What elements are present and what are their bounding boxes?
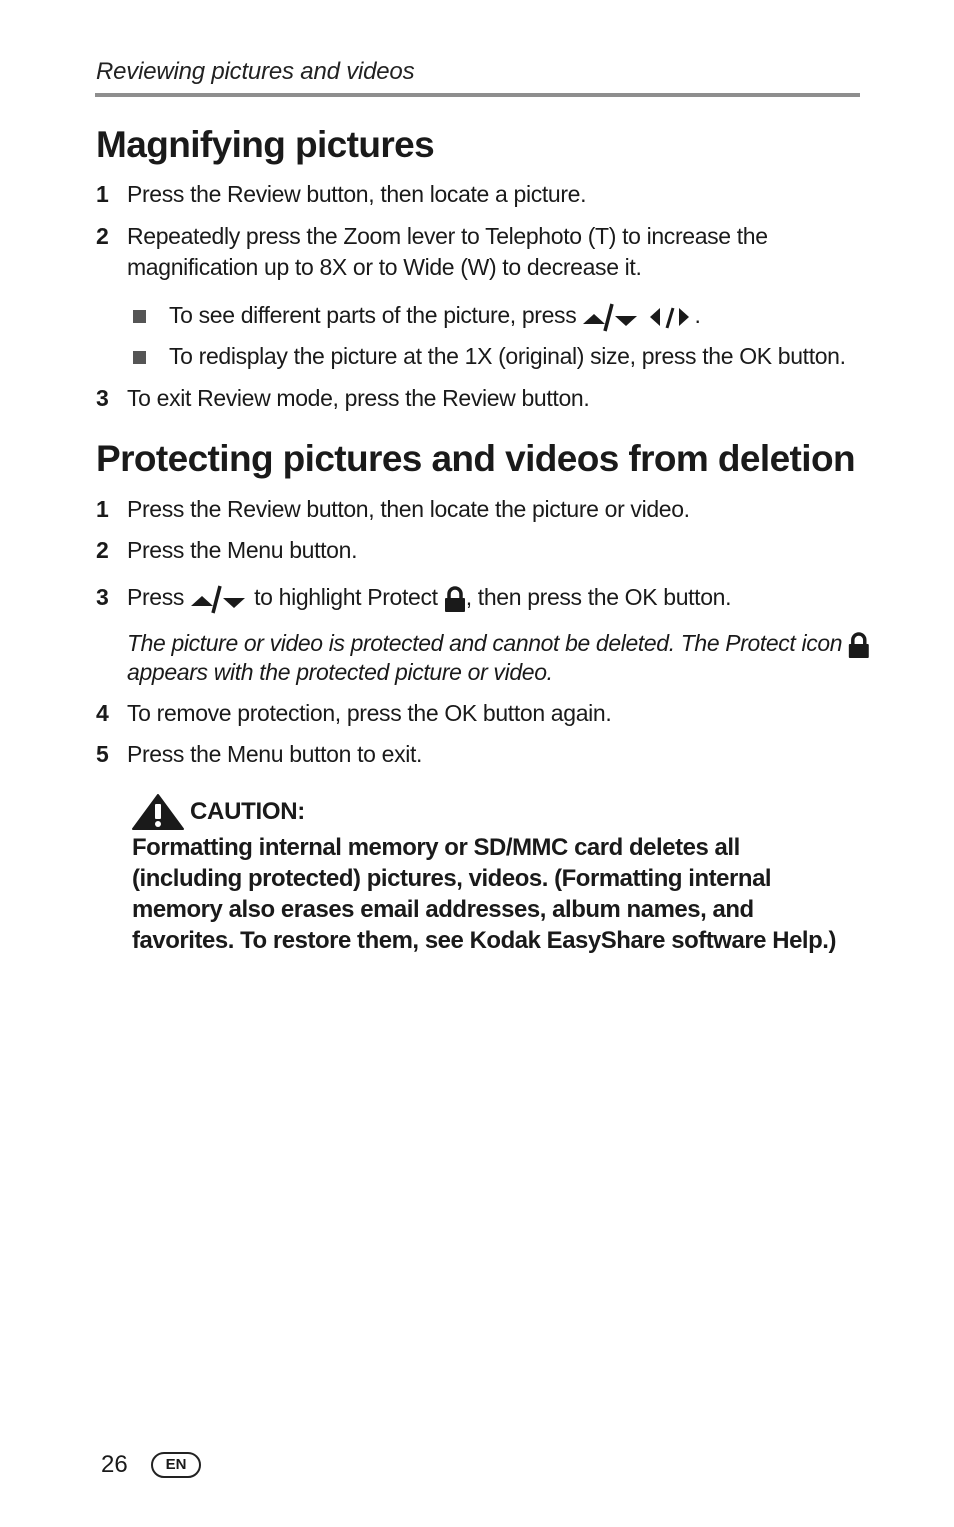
lock-icon xyxy=(848,631,870,659)
note-text-line1: The picture or video is protected and cannot be deleted. The Protect icon xyxy=(127,630,843,656)
step-text: Press the Review button, then locate the picture or video. xyxy=(127,496,690,522)
step-number: 1 xyxy=(96,181,109,207)
step-number: 2 xyxy=(96,223,109,249)
step-text-pre: Press xyxy=(127,584,185,610)
step-text-mid: to highlight Protect xyxy=(254,584,438,610)
caution-line: memory also erases email addresses, album names, and xyxy=(132,896,754,923)
bullet-square xyxy=(133,310,146,323)
step-number: 4 xyxy=(96,700,109,726)
left-right-arrows-icon xyxy=(646,302,694,332)
step-number: 2 xyxy=(96,537,109,563)
step-text: Press the Menu button to exit. xyxy=(127,741,423,767)
warning-icon xyxy=(132,794,184,830)
caution-text xyxy=(132,832,872,956)
step-number: 1 xyxy=(96,496,109,522)
up-down-arrows-icon xyxy=(582,302,640,332)
step-text: To remove protection, press the OK button again. xyxy=(127,700,612,726)
caution-line: favorites. To restore them, see Kodak EasyShare software Help.) xyxy=(132,927,837,954)
step-text: Press the Review button, then locate a picture. xyxy=(127,181,587,207)
bullet-text-label: To see different parts of the picture, press xyxy=(169,302,577,328)
step-text-continued: magnification up to 8X or to Wide (W) to decrease it. xyxy=(127,254,642,280)
step-text-post: , then press the OK button. xyxy=(465,584,732,610)
step-number: 3 xyxy=(96,584,109,610)
lock-icon xyxy=(444,585,466,613)
header-rule xyxy=(95,93,860,97)
section-title-protecting: Protecting pictures and videos from deletion xyxy=(96,438,855,479)
caution-line: Formatting internal memory or SD/MMC card deletes all xyxy=(132,834,740,861)
caution-label: CAUTION: xyxy=(190,798,305,825)
section-title-magnifying: Magnifying pictures xyxy=(96,124,435,165)
bullet-text xyxy=(169,300,701,332)
running-header: Reviewing pictures and videos xyxy=(96,58,415,85)
caution-line: (including protected) pictures, videos. (Formatting internal xyxy=(132,865,772,892)
step-number: 3 xyxy=(96,385,109,411)
bullet-square xyxy=(133,351,146,364)
note-text xyxy=(127,628,870,659)
note-text-continued: appears with the protected picture or video. xyxy=(127,659,553,685)
bullet-suffix: . xyxy=(694,302,701,328)
step-text: To exit Review mode, press the Review button. xyxy=(127,385,590,411)
up-down-arrows-icon xyxy=(190,584,248,614)
bullet-text: To redisplay the picture at the 1X (original) size, press the OK button. xyxy=(169,343,846,369)
language-badge: EN xyxy=(151,1452,201,1478)
page-number: 26 xyxy=(101,1451,128,1478)
step-text: Press the Menu button. xyxy=(127,537,358,563)
step-number: 5 xyxy=(96,741,109,767)
step-text: Repeatedly press the Zoom lever to Telephoto (T) to increase the xyxy=(127,223,768,249)
step-text xyxy=(127,582,731,614)
